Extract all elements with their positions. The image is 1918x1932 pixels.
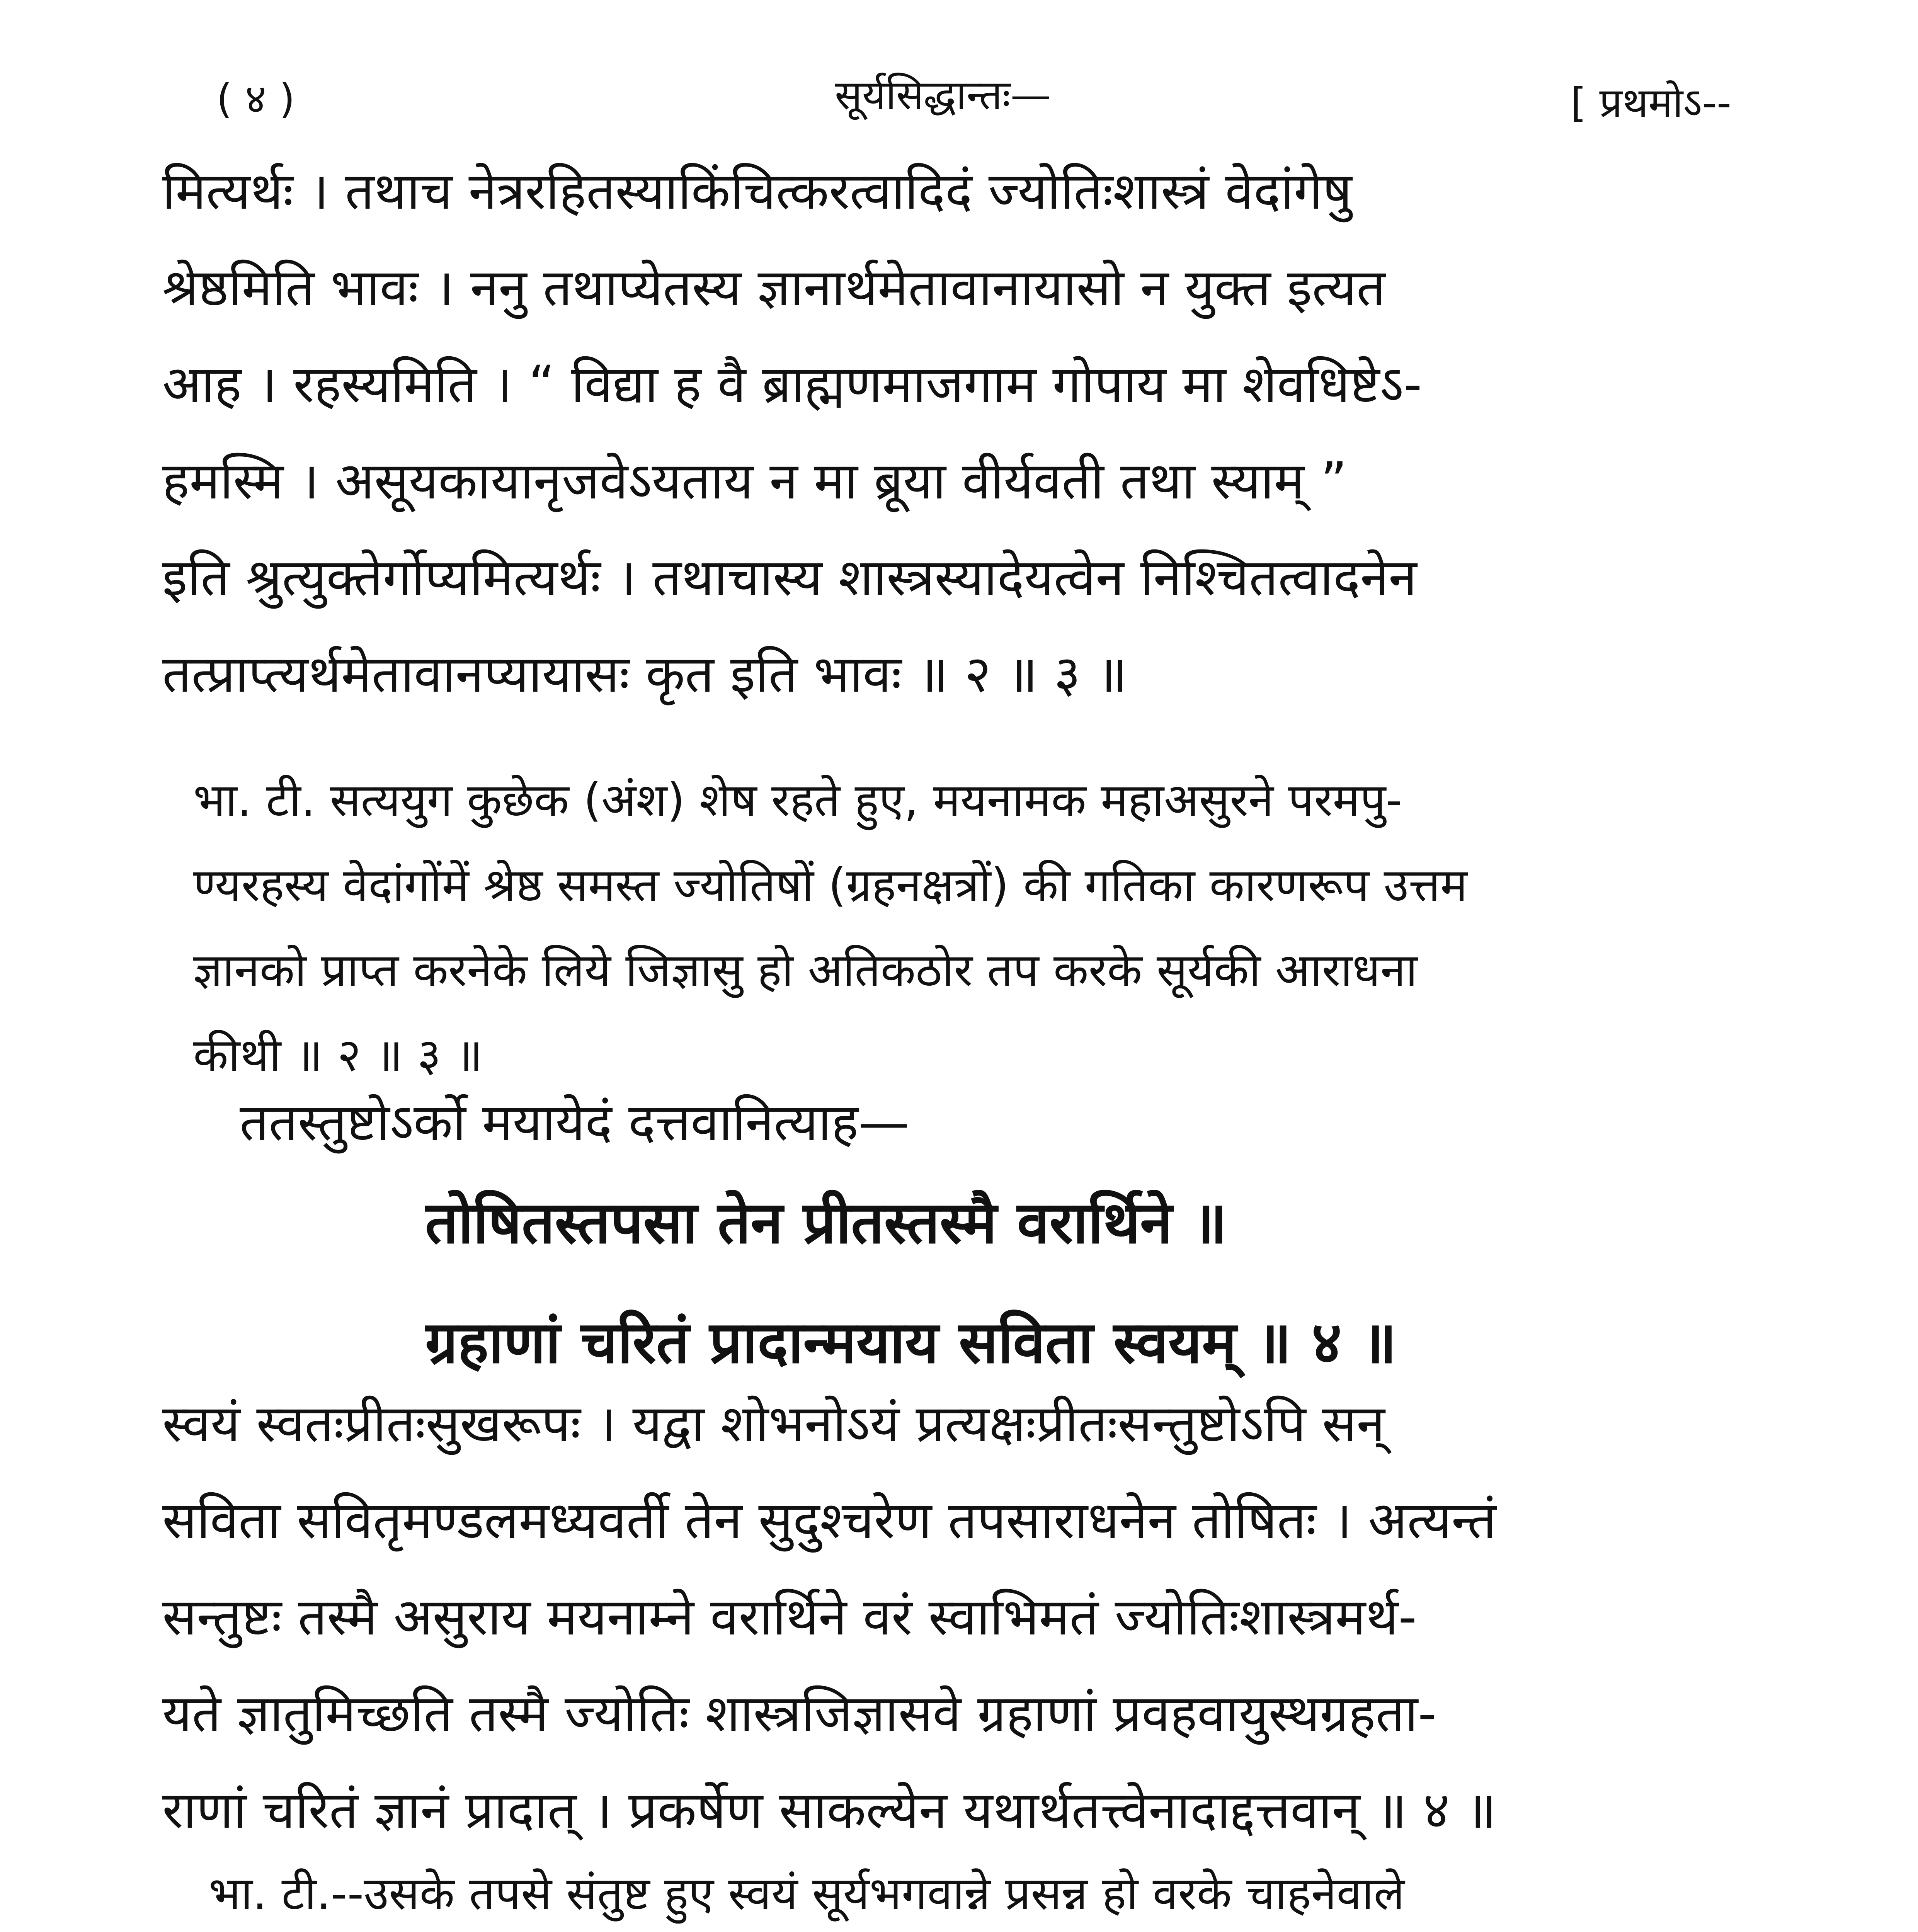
text-line: मित्यर्थः । तथाच नेत्ररहितस्याकिंचित्करत्वादिदं ज्योतिःशास्त्रं वेदांगेषु xyxy=(162,162,1352,221)
sanskrit-commentary-1 xyxy=(162,143,1755,723)
verse-4 xyxy=(425,1163,1918,1403)
text-line: भा. टी. सत्ययुग कुछेक (अंश) शेष रहते हुए, मयनामक महाअसुरने परमपु- xyxy=(193,773,1402,827)
text-line: श्रेष्ठमिति भावः । ननु तथाप्येतस्य ज्ञानार्थमेतावानायासो न युक्त इत्यत xyxy=(162,258,1386,318)
running-title: सूर्यसिद्धान्तः— xyxy=(835,71,1051,119)
text-line: तत्प्राप्त्यर्थमेतावानप्यायासः कृत इति भावः ॥ २ ॥ ३ ॥ xyxy=(162,645,1128,704)
verse-line: ग्रहाणां चरितं प्रादान्मयाय सविता स्वयम् ॥ ४ ॥ xyxy=(425,1309,1397,1376)
text-line: आह । रहस्यमिति । “ विद्या ह वै ब्राह्मणमाजगाम गोपाय मा शेवधिष्टेऽ- xyxy=(162,355,1422,414)
text-line: ततस्तुष्टोऽर्को मयायेदं दत्तवानित्याह— xyxy=(240,1093,910,1152)
chapter-label: [ प्रथमोऽ-- xyxy=(1571,79,1731,126)
sanskrit-commentary-2 xyxy=(162,1376,1755,1859)
text-line: इति श्रुत्युक्तेर्गोप्यमित्यर्थः । तथाचास्य शास्त्रस्यादेयत्वेन निश्चितत्वादनेन xyxy=(162,548,1417,607)
page-header xyxy=(216,58,1731,135)
text-line: भा. टी.--उसके तपसे संतुष्ट हुए स्वयं सूर्यभगवान्ने प्रसन्न हो वरके चाहनेवाले xyxy=(209,1867,1405,1920)
text-line: स्वयं स्वतःप्रीतःसुखरूपः । यद्वा शोभनोऽयं प्रत्यक्षःप्रीतःसन्तुष्टोऽपि सन् xyxy=(162,1394,1385,1454)
hindi-translation-2 xyxy=(209,1851,1801,1932)
text-line: ण्यरहस्य वेदांगोंमें श्रेष्ठ समस्त ज्योतिषों (ग्रहनक्षत्रों) की गतिका कारणरूप उत्तम xyxy=(193,858,1468,912)
text-line: राणां चरितं ज्ञानं प्रादात् । प्रकर्षेण साकल्येन यथार्थतत्त्वेनादाद्दत्तवान् ॥ ४ ॥ xyxy=(162,1781,1497,1840)
text-line: सविता सवितृमण्डलमध्यवर्ती तेन सुदुश्चरेण तपसाराधनेन तोषितः । अत्यन्तं xyxy=(162,1491,1496,1550)
verse-line: तोषितस्तपसा तेन प्रीतस्तस्मै वरार्थिने ॥ xyxy=(425,1189,1227,1257)
text-line: हमस्मि । असूयकायानृजवेऽयताय न मा ब्रूया वीर्यवती तथा स्याम् ” xyxy=(162,451,1347,511)
text-line: कीथी ॥ २ ॥ ३ ॥ xyxy=(193,1028,483,1082)
text-line: सन्तुष्टः तस्मै असुराय मयनाम्ने वरार्थिने वरं स्वाभिमतं ज्योतिःशास्त्रमर्थ- xyxy=(162,1587,1417,1647)
page-number: ( ४ ) xyxy=(216,75,295,122)
hindi-translation-1 xyxy=(193,757,1785,1097)
text-line: यते ज्ञातुमिच्छति तस्मै ज्योतिः शास्त्रजिज्ञासवे ग्रहाणां प्रवहवायुस्थग्रहता- xyxy=(162,1684,1436,1743)
text-line: ज्ञानको प्राप्त करनेके लिये जिज्ञासु हो अतिकठोर तप करके सूर्यकी आराधना xyxy=(193,943,1418,997)
verse-introduction-1 xyxy=(240,1074,1832,1171)
